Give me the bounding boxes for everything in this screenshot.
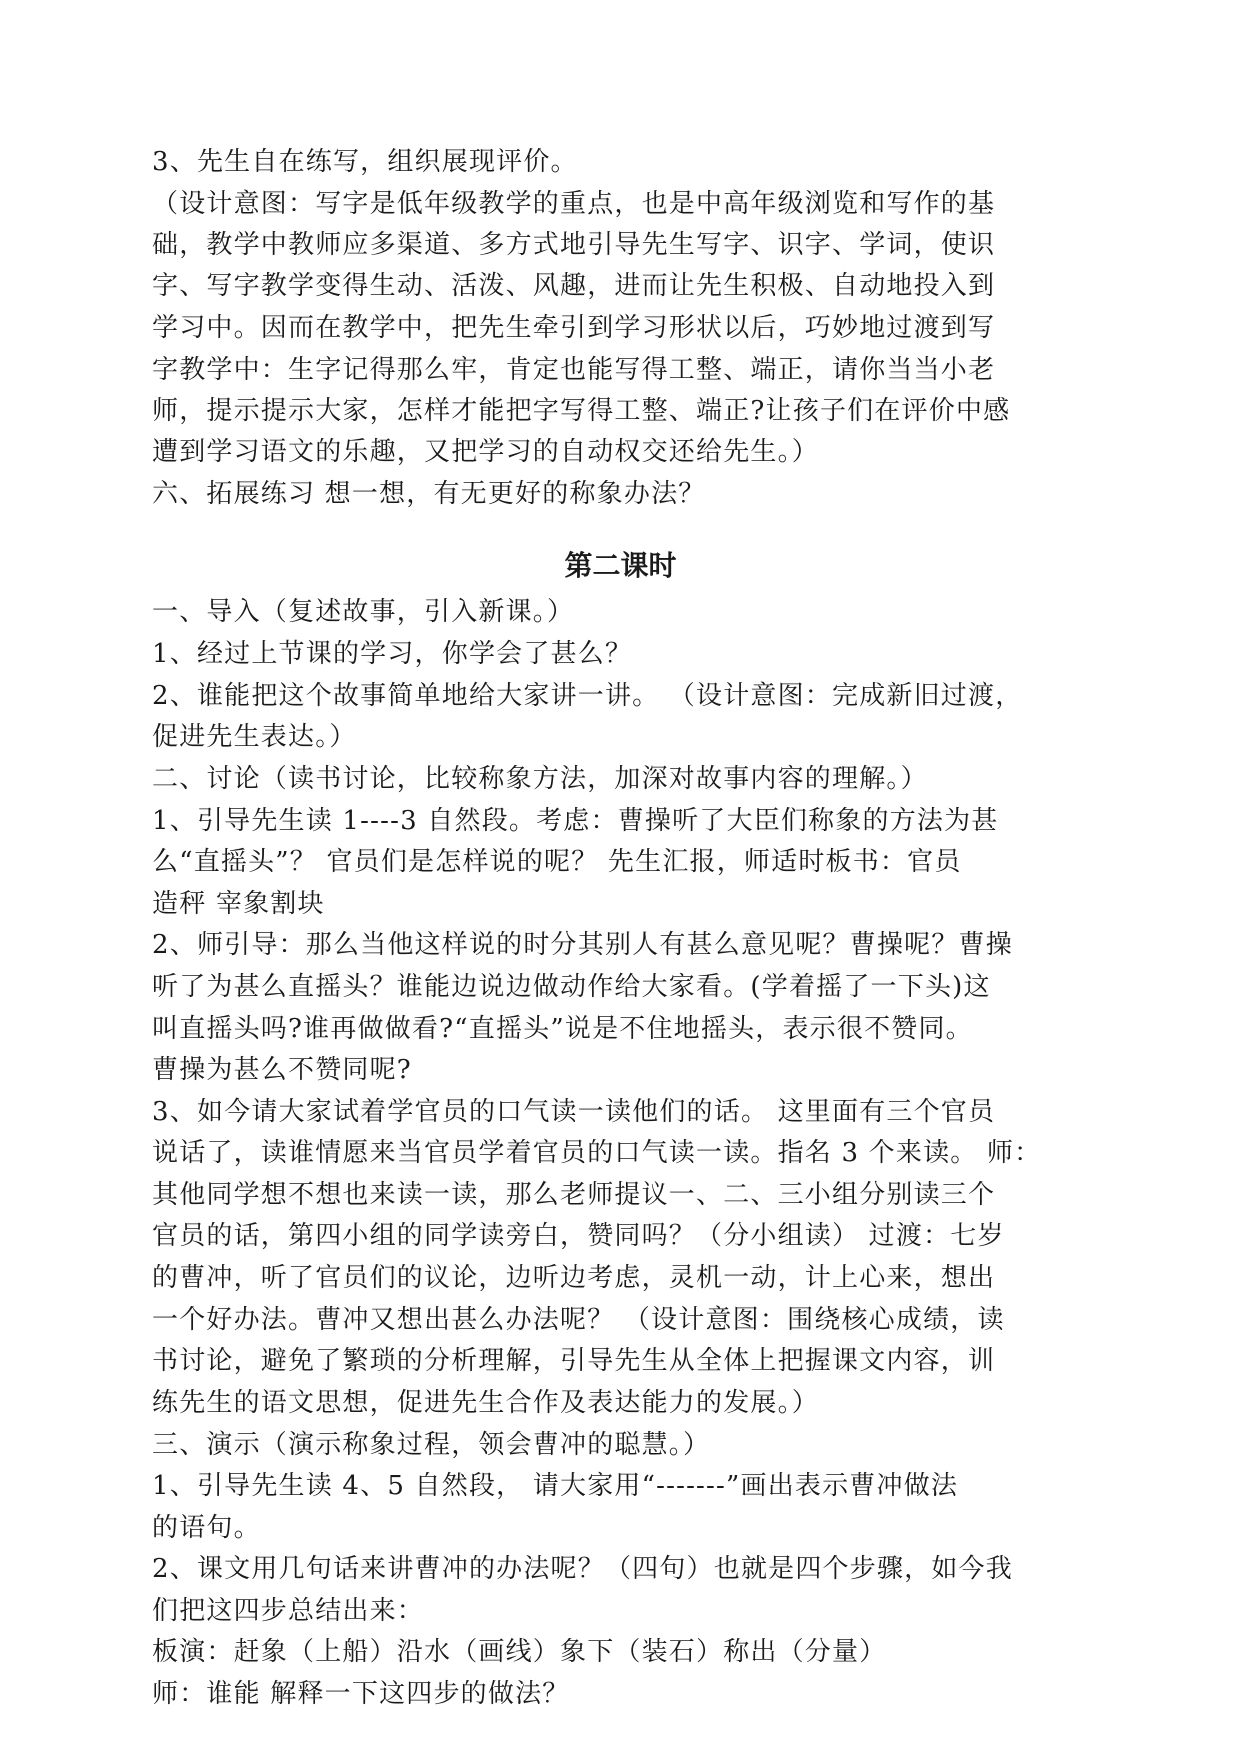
paragraph-line: 1、经过上节课的学习，你学会了甚么？ xyxy=(152,639,633,669)
paragraph-line: 造秤 宰象割块 xyxy=(152,889,325,919)
paragraph-line: （设计意图：写字是低年级教学的重点，也是中高年级浏览和写作的基 xyxy=(152,189,996,219)
paragraph-line: 2、师引导：那么当他这样说的时分其别人有甚么意见呢？曹操呢？曹操 xyxy=(152,930,1013,960)
paragraph-line: 一个好办法。曹冲又想出甚么办法呢？ （设计意图：围绕核心成绩，读 xyxy=(152,1305,1005,1335)
paragraph-line: 1、引导先生读 1----3 自然段。考虑：曹操听了大臣们称象的方法为甚 xyxy=(152,806,999,836)
paragraph-line: 学习中。因而在教学中，把先生牵引到学习形状以后，巧妙地过渡到写 xyxy=(152,313,996,343)
paragraph-line: 础，教学中教师应多渠道、多方式地引导先生写字、识字、学词，使识 xyxy=(152,230,996,260)
paragraph-line: 说话了，读谁情愿来当官员学着官员的口气读一读。指名 3 个来读。 师： xyxy=(152,1138,1042,1168)
paragraph-line: 官员的话，第四小组的同学读旁白，赞同吗？（分小组读） 过渡：七岁 xyxy=(152,1221,1005,1251)
paragraph-line: 字教学中：生字记得那么牢，肯定也能写得工整、端正，请你当当小老 xyxy=(152,355,996,385)
paragraph-line: 3、如今请大家试着学官员的口气读一读他们的话。 这里面有三个官员 xyxy=(152,1097,996,1127)
paragraph-line: 遭到学习语文的乐趣，又把学习的自动权交还给先生。） xyxy=(152,437,820,467)
paragraph-line: 板演：赶象（上船）沿水（画线）象下（装石）称出（分量） xyxy=(152,1637,887,1667)
paragraph-line: 师：谁能 解释一下这四步的做法？ xyxy=(152,1679,570,1709)
paragraph-line: 字、写字教学变得生动、活泼、风趣，进而让先生积极、自动地投入到 xyxy=(152,271,996,301)
paragraph-line: 六、拓展练习 想一想，有无更好的称象办法？ xyxy=(152,479,706,509)
paragraph-line: 三、演示（演示称象过程，领会曹冲的聪慧。） xyxy=(152,1430,711,1460)
paragraph-line: 促进先生表达。） xyxy=(152,722,357,752)
paragraph-line: 书讨论，避免了繁琐的分析理解，引导先生从全体上把握课文内容，训 xyxy=(152,1346,996,1376)
paragraph-line: 其他同学想不想也来读一读，那么老师提议一、二、三小组分别读三个 xyxy=(152,1180,996,1210)
paragraph-line: 3、先生自在练写，组织展现评价。 xyxy=(152,147,578,177)
paragraph-line: 2、课文用几句话来讲曹冲的办法呢？（四句）也就是四个步骤，如今我 xyxy=(152,1554,1013,1584)
paragraph-line: 的语句。 xyxy=(152,1513,261,1543)
paragraph-line: 们把这四步总结出来： xyxy=(152,1596,425,1626)
paragraph-line: 二、讨论（读书讨论，比较称象方法，加深对故事内容的理解。） xyxy=(152,764,928,794)
paragraph-line: 叫直摇头吗?谁再做做看?“直摇头”说是不住地摇头，表示很不赞同。 xyxy=(152,1014,973,1044)
paragraph-line: 2、谁能把这个故事简单地给大家讲一讲。 （设计意图：完成新旧过渡， xyxy=(152,681,1023,711)
section-heading: 第二课时 xyxy=(564,549,677,582)
paragraph-line: 的曹冲，听了官员们的议论，边听边考虑，灵机一动，计上心来，想出 xyxy=(152,1263,996,1293)
paragraph-line: 练先生的语文思想，促进先生合作及表达能力的发展。） xyxy=(152,1388,820,1418)
paragraph-line: 1、引导先生读 4、5 自然段， 请大家用“-------”画出表示曹冲做法 xyxy=(152,1471,959,1501)
paragraph-line: 听了为甚么直摇头？谁能边说边做动作给大家看。(学着摇了一下头)这 xyxy=(152,972,991,1002)
paragraph-line: 师，提示提示大家，怎样才能把字写得工整、端正?让孩子们在评价中感 xyxy=(152,396,1011,426)
paragraph-line: 么“直摇头”？ 官员们是怎样说的呢？ 先生汇报，师适时板书：官员 xyxy=(152,847,962,877)
paragraph-line: 曹操为甚么不赞同呢? xyxy=(152,1055,412,1085)
paragraph-line: 一、导入（复述故事，引入新课。） xyxy=(152,597,575,627)
